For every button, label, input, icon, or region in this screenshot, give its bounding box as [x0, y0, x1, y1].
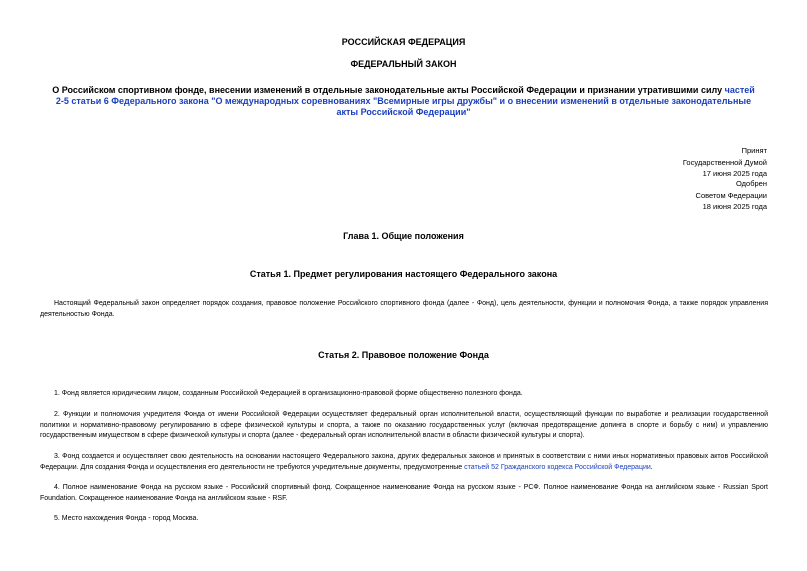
adoption-date: 17 июня 2025 года — [702, 169, 767, 178]
approval-council — [696, 178, 767, 213]
approval-date: 18 июня 2025 года — [702, 202, 767, 211]
civil-code-link[interactable]: статьей 52 Гражданского кодекса Российской Федерации — [464, 463, 651, 471]
article-2-paragraph-2: 2. Функции и полномочия учредителя Фонда от имени Российской Федерации осуществляет федеральный орган исполнительной власти, осуществляющий функции по выработке и реализации государственной политики и нормативно-правовому регулированию в сфере физической культуры и спорта, а также по оказанию государственных услуг (включая предотвращение допинга в спорте и борьбу с ним) и управлению государственным имуществом в сфере физической культуры и спорта (далее - федеральный орган исполнительной власти в области физической культуры и спорта). — [40, 411, 768, 439]
approval-line: Одобрен — [736, 179, 767, 188]
country-heading: РОССИЙСКАЯ ФЕДЕРАЦИЯ — [341, 37, 466, 47]
article-2-paragraph-5: 5. Место нахождения Фонда - город Москва. — [54, 515, 199, 522]
article-1-text: Настоящий Федеральный закон определяет порядок создания, правовое положение Российского спортивного фонда (далее - Фонд), цель деятельности, функции и полномочия Фонда, а также порядок управления деятельностью Фонда. — [40, 300, 768, 318]
paragraph-3-end: . — [650, 463, 653, 471]
adoption-duma — [683, 145, 767, 180]
approval-line: Советом Федерации — [695, 190, 767, 200]
article-2-paragraph-3 — [40, 452, 768, 473]
paragraph-3-text: 3. Фонд создается и осуществляет свою деятельность на основании настоящего Федерального закона, других федеральных законов и принятых в соответствии с ними иных нормативных правовых актов Российской Федерации. Для создания Фонда и осуществления его деятельности не требуются учредительные документы, предусмотренные — [40, 453, 768, 471]
law-type-heading: ФЕДЕРАЛЬНЫЙ ЗАКОН — [350, 59, 457, 69]
article-1-title: Статья 1. Предмет регулирования настоящего Федерального закона — [249, 269, 558, 279]
law-title-link[interactable]: частей 2-5 статьи 6 Федерального закона "О международных соревнованиях "Всемирные игры дружбы" и о внесении изменений в отдельные законодательные акты Российской Федерации" — [55, 85, 755, 117]
article-2-title: Статья 2. Правовое положение Фонда — [318, 350, 489, 360]
chapter-title: Глава 1. Общие положения — [343, 231, 464, 241]
law-title — [48, 85, 759, 118]
adoption-line: Государственной Думой — [682, 157, 767, 167]
article-2-paragraph-4: 4. Полное наименование Фонда на русском языке - Российский спортивный фонд. Сокращенное наименование Фонда на русском языке - РСФ. Полное наименование Фонда на английском языке - Russian Sport Foundation. Сокращенное наименование Фонда на английском языке - RSF. — [40, 484, 768, 502]
article-2-paragraph-1: 1. Фонд является юридическим лицом, созданным Российской Федерацией в организационно-правовой форме общественно полезного фонда. — [54, 390, 523, 397]
adoption-line: Принят — [741, 146, 767, 155]
law-title-text: О Российском спортивном фонде, внесении изменений в отдельные законодательные акты Российской Федерации и признании утратившими силу — [52, 85, 725, 95]
